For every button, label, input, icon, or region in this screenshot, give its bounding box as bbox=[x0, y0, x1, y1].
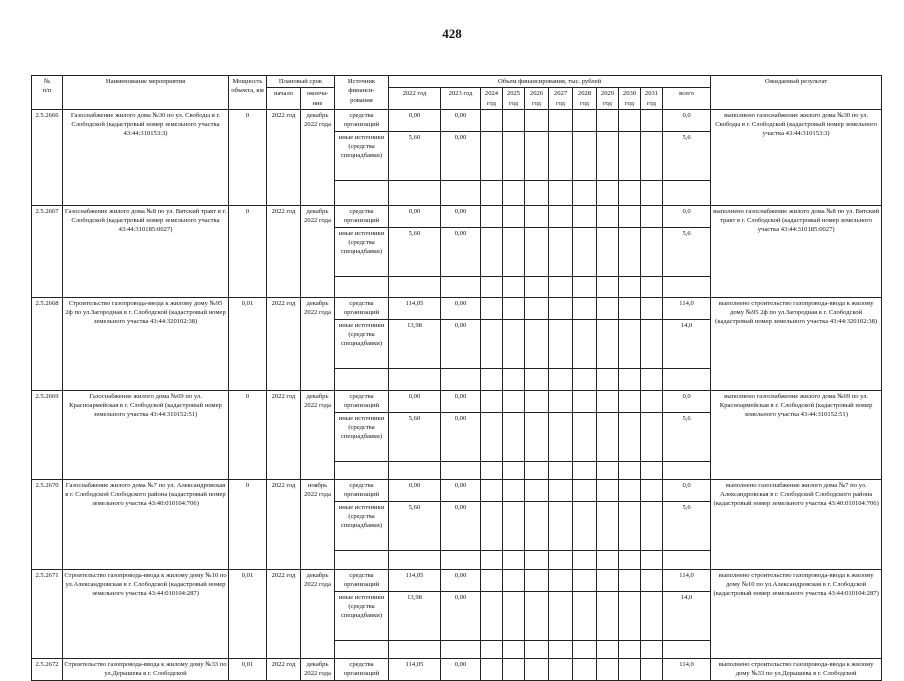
value-empty bbox=[503, 569, 525, 591]
value-empty bbox=[481, 501, 503, 550]
value-empty bbox=[503, 591, 525, 640]
value-empty bbox=[549, 390, 573, 412]
record-name: Строительство газопровода-ввода к жилому дому №10 по ул.Александровская в г. Слободской (кадастровый номер земельного участка 43:44:010104:287) bbox=[63, 569, 229, 658]
value-empty bbox=[549, 591, 573, 640]
value-2023: 0,00 bbox=[441, 479, 481, 501]
record-capacity: 0 bbox=[229, 205, 267, 297]
value-empty bbox=[481, 319, 503, 368]
value-empty bbox=[641, 227, 663, 276]
value-empty bbox=[549, 501, 573, 550]
value-2023: 0,00 bbox=[441, 591, 481, 640]
record-start: 2022 год bbox=[267, 390, 301, 479]
record-id: 2.5.2667 bbox=[32, 205, 63, 297]
value-empty bbox=[525, 479, 549, 501]
record-end: декабрь 2022 года bbox=[301, 390, 335, 479]
value-total: 0,0 bbox=[663, 390, 711, 412]
value-empty bbox=[641, 205, 663, 227]
value-total: 5,6 bbox=[663, 227, 711, 276]
value-2022: 5,60 bbox=[389, 131, 441, 180]
record-start: 2022 год bbox=[267, 658, 301, 680]
value-empty bbox=[481, 109, 503, 131]
value-2022: 13,98 bbox=[389, 591, 441, 640]
record-id: 2.5.2672 bbox=[32, 658, 63, 680]
value-empty bbox=[549, 479, 573, 501]
value-empty bbox=[525, 227, 549, 276]
value-empty bbox=[641, 479, 663, 501]
value-empty bbox=[573, 205, 597, 227]
value-empty bbox=[597, 131, 619, 180]
value-2023: 0,00 bbox=[441, 131, 481, 180]
funding-source: иные источники (средства спецнадбавки) bbox=[335, 412, 389, 461]
value-empty bbox=[619, 390, 641, 412]
record-result: выполнено строительство газопровода-ввода к жилому дому №33 по ул.Дерышева в г. Слободской bbox=[711, 658, 882, 680]
value-empty bbox=[481, 131, 503, 180]
value-empty bbox=[481, 412, 503, 461]
col-header-year: 2030 год bbox=[619, 88, 641, 110]
value-2022: 0,00 bbox=[389, 205, 441, 227]
record-end: декабрь 2022 года bbox=[301, 658, 335, 680]
value-2022: 0,00 bbox=[389, 109, 441, 131]
record-capacity: 0,01 bbox=[229, 569, 267, 658]
value-empty bbox=[549, 297, 573, 319]
col-header-year: 2023 год bbox=[441, 88, 481, 110]
record-name: Газоснабжение жилого дома №7 по ул. Александровская в г. Слободской Слободского района (кадастровый номер земельного участка 43:40:010104:706) bbox=[63, 479, 229, 569]
value-empty bbox=[481, 227, 503, 276]
record-name: Газоснабжение жилого дома №8 по ул. Вятский тракт в г. Слободской (кадастровый номер земельного участка 43:44:310185:0027) bbox=[63, 205, 229, 297]
record-name: Строительство газопровода-ввода к жилому дому №33 по ул.Дерышева в г. Слободской bbox=[63, 658, 229, 680]
record-result: выполнено газоснабжение жилого дома №30 по ул. Свободы в г. Слободской (кадастровый номер земельного участка 43:44:310153:3) bbox=[711, 109, 882, 205]
value-empty bbox=[481, 390, 503, 412]
financing-table bbox=[31, 75, 882, 681]
value-empty bbox=[525, 131, 549, 180]
value-empty bbox=[525, 569, 549, 591]
value-empty bbox=[619, 109, 641, 131]
col-header-result: Ожидаемый результат bbox=[711, 76, 882, 110]
value-empty bbox=[597, 319, 619, 368]
record-start: 2022 год bbox=[267, 297, 301, 390]
value-empty bbox=[619, 227, 641, 276]
value-total: 5,6 bbox=[663, 131, 711, 180]
table-row bbox=[32, 297, 882, 319]
value-empty bbox=[549, 658, 573, 680]
value-empty bbox=[525, 205, 549, 227]
table-row bbox=[32, 390, 882, 412]
value-2023: 0,00 bbox=[441, 569, 481, 591]
record-id: 2.5.2668 bbox=[32, 297, 63, 390]
value-empty bbox=[641, 569, 663, 591]
value-empty bbox=[641, 109, 663, 131]
record-capacity: 0 bbox=[229, 479, 267, 569]
value-empty bbox=[549, 205, 573, 227]
record-end: декабрь 2022 года bbox=[301, 205, 335, 297]
value-2022: 13,98 bbox=[389, 319, 441, 368]
value-empty bbox=[597, 412, 619, 461]
table-row bbox=[32, 109, 882, 131]
value-empty bbox=[573, 412, 597, 461]
value-empty bbox=[503, 109, 525, 131]
col-header-name: Наименование мероприятия bbox=[63, 76, 229, 110]
value-empty bbox=[525, 390, 549, 412]
value-2023: 0,00 bbox=[441, 501, 481, 550]
value-empty bbox=[525, 109, 549, 131]
table-row bbox=[32, 658, 882, 680]
funding-source: средства организаций bbox=[335, 297, 389, 319]
record-result: выполнено газоснабжение жилого дома №69 по ул. Красноармейская в г. Слободской (кадастровый номер земельного участка 43:44:310152:51) bbox=[711, 390, 882, 479]
value-empty bbox=[597, 205, 619, 227]
value-total: 14,0 bbox=[663, 591, 711, 640]
record-name: Строительство газопровода-ввода к жилому дому №95 2ф по ул.Загородная в г. Слободской (кадастровый номер земельного участка 43:44:320102:38) bbox=[63, 297, 229, 390]
value-empty bbox=[641, 658, 663, 680]
value-empty bbox=[503, 658, 525, 680]
record-start: 2022 год bbox=[267, 479, 301, 569]
value-empty bbox=[619, 319, 641, 368]
value-empty bbox=[573, 479, 597, 501]
value-empty bbox=[641, 412, 663, 461]
record-end: декабрь 2022 года bbox=[301, 109, 335, 205]
table-row bbox=[32, 479, 882, 501]
value-empty bbox=[549, 319, 573, 368]
value-2022: 114,05 bbox=[389, 569, 441, 591]
value-empty bbox=[619, 658, 641, 680]
value-empty bbox=[619, 205, 641, 227]
value-empty bbox=[597, 479, 619, 501]
value-2022: 0,00 bbox=[389, 479, 441, 501]
value-empty bbox=[619, 479, 641, 501]
value-empty bbox=[481, 658, 503, 680]
col-header-plan-start: начало bbox=[267, 88, 301, 110]
value-empty bbox=[597, 109, 619, 131]
funding-source: иные источники (средства спецнадбавки) bbox=[335, 227, 389, 276]
value-empty bbox=[641, 131, 663, 180]
col-header-year: 2024 год bbox=[481, 88, 503, 110]
value-empty bbox=[597, 591, 619, 640]
value-empty bbox=[641, 319, 663, 368]
record-name: Газоснабжение жилого дома №69 по ул. Красноармейская в г. Слободской (кадастровый номер земельного участка 43:44:310152:51) bbox=[63, 390, 229, 479]
value-2023: 0,00 bbox=[441, 227, 481, 276]
value-2023: 0,00 bbox=[441, 412, 481, 461]
value-empty bbox=[597, 501, 619, 550]
col-header-year: 2025 год bbox=[503, 88, 525, 110]
value-empty bbox=[525, 319, 549, 368]
record-id: 2.5.2670 bbox=[32, 479, 63, 569]
value-empty bbox=[641, 501, 663, 550]
record-end: декабрь 2022 года bbox=[301, 569, 335, 658]
value-empty bbox=[597, 569, 619, 591]
value-total: 114,0 bbox=[663, 658, 711, 680]
value-empty bbox=[619, 297, 641, 319]
value-empty bbox=[481, 205, 503, 227]
value-empty bbox=[503, 412, 525, 461]
table-row bbox=[32, 569, 882, 591]
value-empty bbox=[549, 569, 573, 591]
value-empty bbox=[503, 205, 525, 227]
record-result: выполнено строительство газопровода-ввода к жилому дому №95 2ф по ул.Загородная в г. Слободской (кадастровый номер земельного участка 43:44:320102:38) bbox=[711, 297, 882, 390]
value-empty bbox=[597, 297, 619, 319]
table-body bbox=[32, 109, 882, 680]
value-total: 5,6 bbox=[663, 501, 711, 550]
value-empty bbox=[619, 591, 641, 640]
value-empty bbox=[597, 227, 619, 276]
value-empty bbox=[641, 390, 663, 412]
table-row bbox=[32, 205, 882, 227]
value-empty bbox=[573, 131, 597, 180]
value-2022: 114,05 bbox=[389, 658, 441, 680]
table-header bbox=[32, 76, 882, 110]
value-empty bbox=[481, 479, 503, 501]
value-total: 114,0 bbox=[663, 569, 711, 591]
col-header-plan-term: Плановый срок bbox=[267, 76, 335, 88]
funding-source: средства организаций bbox=[335, 109, 389, 131]
value-empty bbox=[597, 390, 619, 412]
funding-source: иные источники (средства спецнадбавки) bbox=[335, 319, 389, 368]
value-empty bbox=[573, 227, 597, 276]
value-empty bbox=[525, 591, 549, 640]
value-empty bbox=[503, 297, 525, 319]
col-header-capacity: Мощность объекта, км bbox=[229, 76, 267, 110]
value-empty bbox=[573, 658, 597, 680]
value-empty bbox=[619, 412, 641, 461]
record-name: Газоснабжение жилого дома №30 по ул. Свободы в г. Слободской (кадастровый номер земельного участка 43:44:310153:3) bbox=[63, 109, 229, 205]
funding-source: средства организаций bbox=[335, 658, 389, 680]
record-id: 2.5.2671 bbox=[32, 569, 63, 658]
funding-source: иные источники (средства спецнадбавки) bbox=[335, 131, 389, 180]
value-total: 0,0 bbox=[663, 109, 711, 131]
col-header-plan-end: оконча- ние bbox=[301, 88, 335, 110]
funding-source: средства организаций bbox=[335, 390, 389, 412]
col-header-year: 2028 год bbox=[573, 88, 597, 110]
record-start: 2022 год bbox=[267, 109, 301, 205]
record-end: ноябрь 2022 года bbox=[301, 479, 335, 569]
value-2022: 5,60 bbox=[389, 227, 441, 276]
record-capacity: 0 bbox=[229, 390, 267, 479]
col-header-year: 2027 год bbox=[549, 88, 573, 110]
value-empty bbox=[549, 109, 573, 131]
value-empty bbox=[503, 501, 525, 550]
value-empty bbox=[549, 131, 573, 180]
value-2023: 0,00 bbox=[441, 297, 481, 319]
col-header-source: Источник финанси- рования bbox=[335, 76, 389, 110]
record-id: 2.5.2669 bbox=[32, 390, 63, 479]
record-start: 2022 год bbox=[267, 569, 301, 658]
record-start: 2022 год bbox=[267, 205, 301, 297]
value-2022: 5,60 bbox=[389, 412, 441, 461]
value-2023: 0,00 bbox=[441, 109, 481, 131]
funding-source: иные источники (средства спецнадбавки) bbox=[335, 591, 389, 640]
value-empty bbox=[503, 227, 525, 276]
value-total: 14,0 bbox=[663, 319, 711, 368]
funding-source: средства организаций bbox=[335, 205, 389, 227]
col-header-year: 2031 год bbox=[641, 88, 663, 110]
col-header-volume: Объем финансирования, тыс. рублей bbox=[389, 76, 711, 88]
value-total: 0,0 bbox=[663, 479, 711, 501]
value-total: 5,6 bbox=[663, 412, 711, 461]
value-empty bbox=[525, 297, 549, 319]
value-empty bbox=[525, 501, 549, 550]
value-empty bbox=[525, 412, 549, 461]
value-empty bbox=[503, 390, 525, 412]
record-result: выполнено газоснабжение жилого дома №8 по ул. Вятский тракт в г. Слободской (кадастровый номер земельного участка 43:44:310185:0027) bbox=[711, 205, 882, 297]
value-total: 0,0 bbox=[663, 205, 711, 227]
value-empty bbox=[503, 479, 525, 501]
record-result: выполнено строительство газопровода-ввода к жилому дому №10 по ул.Александровская в г. Слободской (кадастровый номер земельного участка 43:44:010104:287) bbox=[711, 569, 882, 658]
value-empty bbox=[481, 297, 503, 319]
funding-source: средства организаций bbox=[335, 479, 389, 501]
record-capacity: 0 bbox=[229, 109, 267, 205]
value-empty bbox=[597, 658, 619, 680]
value-empty bbox=[573, 297, 597, 319]
value-empty bbox=[525, 658, 549, 680]
record-result: выполнено газоснабжение жилого дома №7 по ул. Александровская в г. Слободской Слободского района (кадастровый номер земельного участка 43:40:010104:706) bbox=[711, 479, 882, 569]
value-empty bbox=[549, 412, 573, 461]
record-capacity: 0,01 bbox=[229, 658, 267, 680]
value-empty bbox=[549, 227, 573, 276]
value-empty bbox=[641, 591, 663, 640]
value-empty bbox=[573, 569, 597, 591]
record-id: 2.5.2666 bbox=[32, 109, 63, 205]
value-2023: 0,00 bbox=[441, 658, 481, 680]
value-empty bbox=[573, 591, 597, 640]
value-empty bbox=[573, 109, 597, 131]
value-empty bbox=[503, 319, 525, 368]
col-header-no: № п/п bbox=[32, 76, 63, 110]
record-end: декабрь 2022 года bbox=[301, 297, 335, 390]
funding-source: иные источники (средства спецнадбавки) bbox=[335, 501, 389, 550]
col-header-year: 2026 год bbox=[525, 88, 549, 110]
value-total: 114,0 bbox=[663, 297, 711, 319]
value-empty bbox=[481, 569, 503, 591]
value-2022: 5,60 bbox=[389, 501, 441, 550]
value-empty bbox=[573, 319, 597, 368]
col-header-year: 2022 год bbox=[389, 88, 441, 110]
value-empty bbox=[481, 591, 503, 640]
funding-source: средства организаций bbox=[335, 569, 389, 591]
value-2023: 0,00 bbox=[441, 205, 481, 227]
record-capacity: 0,01 bbox=[229, 297, 267, 390]
value-empty bbox=[573, 390, 597, 412]
value-2023: 0,00 bbox=[441, 390, 481, 412]
col-header-year: 2029 год bbox=[597, 88, 619, 110]
value-2022: 114,05 bbox=[389, 297, 441, 319]
value-empty bbox=[619, 131, 641, 180]
value-2023: 0,00 bbox=[441, 319, 481, 368]
value-empty bbox=[619, 569, 641, 591]
value-empty bbox=[619, 501, 641, 550]
value-empty bbox=[573, 501, 597, 550]
value-empty bbox=[503, 131, 525, 180]
value-empty bbox=[641, 297, 663, 319]
col-header-total: всего bbox=[663, 88, 711, 110]
value-2022: 0,00 bbox=[389, 390, 441, 412]
page-number: 428 bbox=[442, 26, 462, 41]
